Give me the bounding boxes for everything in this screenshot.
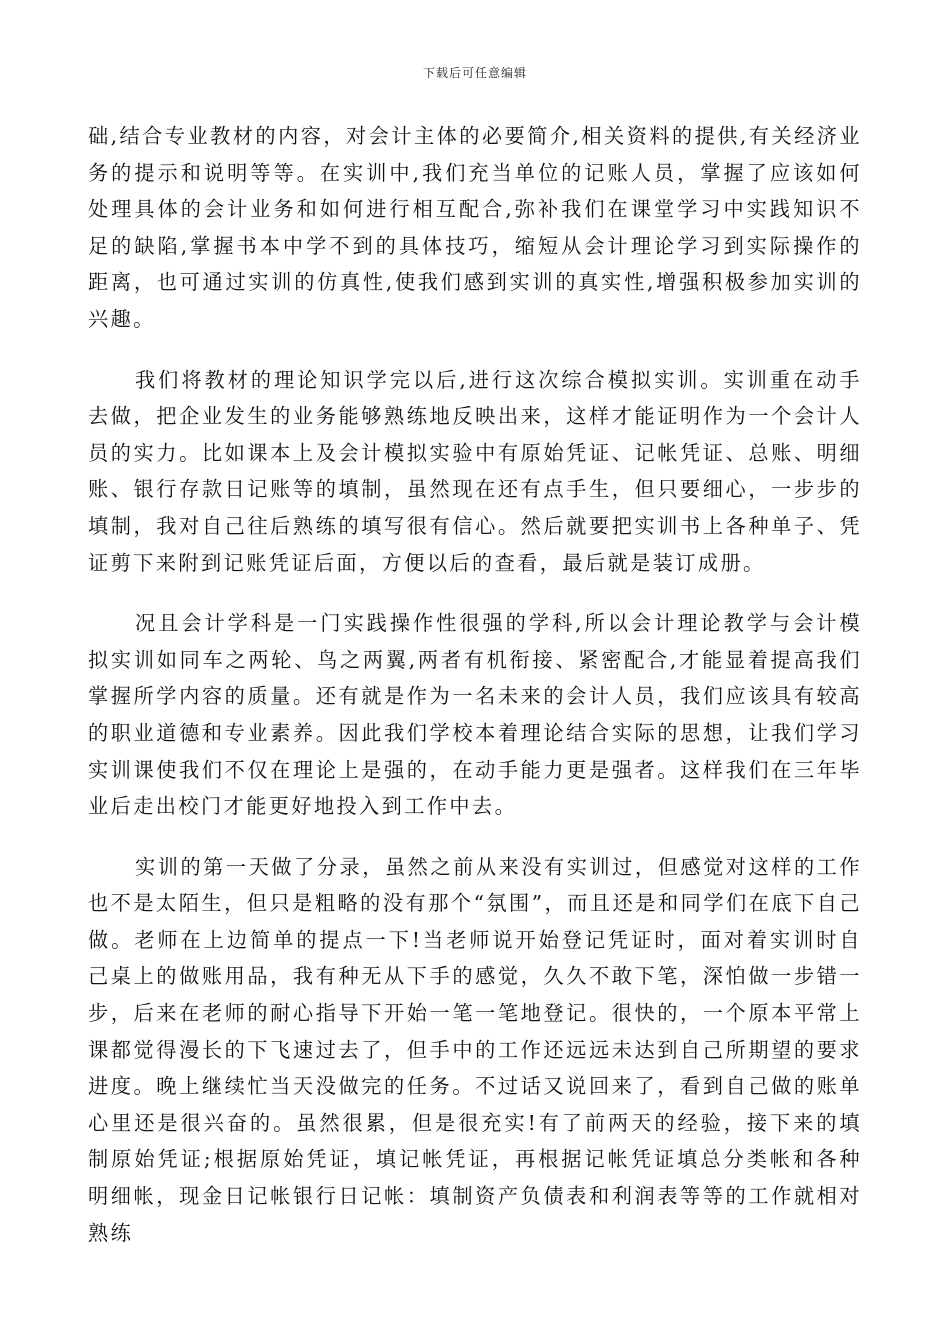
page-header-note: 下载后可任意编辑 (422, 66, 527, 80)
document-body (88, 118, 862, 1251)
paragraph-2: 我们将教材的理论知识学完以后,进行这次综合模拟实训。实训重在动手去做，把企业发生的业务能够熟练地反映出来，这样才能证明作为一个会计人员的实力。比如课本上及会计模拟实验中有原始凭证、记帐凭证、总账、明细账、银行存款日记账等的填制，虽然现在还有点手生，但只要细心，一步步的填制，我对自己往后熟练的填写很有信心。然后就要把实训书上各种单子、凭证剪下来附到记账凭证后面，方便以后的查看，最后就是装订成册。 (88, 367, 862, 575)
paragraph-3: 况且会计学科是一门实践操作性很强的学科,所以会计理论教学与会计模拟实训如同车之两轮、鸟之两翼,两者有机衔接、紧密配合,才能显着提高我们掌握所学内容的质量。还有就是作为一名未来的会计人员，我们应该具有较高的职业道德和专业素养。因此我们学校本着理论结合实际的思想，让我们学习实训课使我们不仅在理论上是强的，在动手能力更是强者。这样我们在三年毕业后走出校门才能更好地投入到工作中去。 (88, 611, 862, 819)
paragraph-4: 实训的第一天做了分录，虽然之前从来没有实训过，但感觉对这样的工作也不是太陌生，但只是粗略的没有那个“氛围”，而且还是和同学们在底下自己做。老师在上边简单的提点一下!当老师说开始登记凭证时，面对着实训时自己桌上的做账用品，我有种无从下手的感觉，久久不敢下笔，深怕做一步错一步，后来在老师的耐心指导下开始一笔一笔地登记。很快的，一个原本平常上课都觉得漫长的下飞速过去了，但手中的工作还远远未达到自己所期望的要求进度。晚上继续忙当天没做完的任务。不过话又说回来了，看到自己做的账单心里还是很兴奋的。虽然很累，但是很充实!有了前两天的经验，接下来的填制原始凭证;根据原始凭证，填记帐凭证，再根据记帐凭证填总分类帐和各种明细帐，现金日记帐银行日记帐：填制资产负债表和利润表等等的工作就相对熟练 (88, 854, 862, 1245)
paragraph-1: 础,结合专业教材的内容，对会计主体的必要简介,相关资料的提供,有关经济业务的提示和说明等等。在实训中,我们充当单位的记账人员，掌握了应该如何处理具体的会计业务和如何进行相互配合,弥补我们在课堂学习中实践知识不足的缺陷,掌握书本中学不到的具体技巧，缩短从会计理论学习到实际操作的距离，也可通过实训的仿真性,使我们感到实训的真实性,增强积极参加实训的兴趣。 (88, 124, 862, 331)
